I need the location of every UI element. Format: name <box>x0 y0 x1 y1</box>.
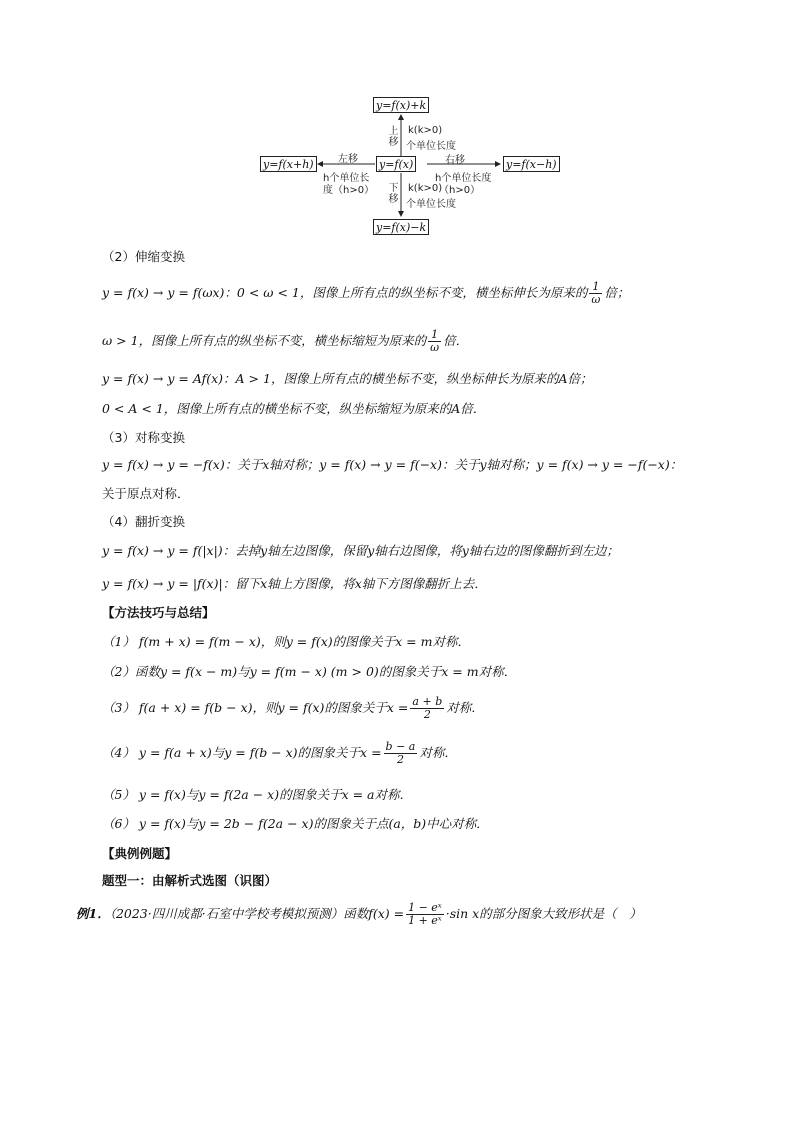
label-down-unit: 个单位长度 <box>406 199 456 210</box>
symmetry-line-2: 关于原点对称． <box>102 486 190 501</box>
method-item-1: （1） f(m + x) = f(m − x)，则y = f(x)的图像关于x = m对称． <box>102 634 470 649</box>
method-item-6: （6） y = f(x)与y = 2b − f(2a − x)的图象关于点(a，b)中心对称． <box>102 816 489 831</box>
flip-line-2: y = f(x) → y = |f(x)|：留下x轴上方图像，将x轴下方图像翻折上去． <box>102 576 487 591</box>
box-bottom: y=f(x)−k <box>373 219 429 235</box>
label-up-unit: 个单位长度 <box>406 141 456 152</box>
example-1: 例1．（2023·四川成都·石室中学校考模拟预测）函数f(x) = $\frac{\text{1 − eˣ}}{\text{1 + eˣ}}$ ·sin x的部分图象大致形状是（ ） <box>76 901 642 927</box>
fraction-one-over-omega: $\frac{1}{\omega}$ <box>591 280 601 306</box>
symmetry-line-1: y = f(x) → y = −f(x)：关于x轴对称；y = f(x) → y = f(−x)：关于y轴对称；y = f(x) → y = −f(−x)： <box>102 457 683 472</box>
method-item-2: （2）函数y = f(x − m)与y = f(m − x) (m > 0)的图象关于x = m对称． <box>102 664 517 679</box>
label-left-cond: 度（h>0） <box>323 185 375 196</box>
section-scale-title: （2）伸缩变换 <box>102 249 185 264</box>
scale-line-3: y = f(x) → y = Af(x)：A > 1，图像上所有点的横坐标不变，纵坐标伸长为原来的A倍； <box>102 371 593 386</box>
label-left-move: 左移 <box>338 154 358 165</box>
fraction-example: $\frac{\text{1 − eˣ}}{\text{1 + eˣ}}$ <box>408 901 442 927</box>
box-left: y=f(x+h) <box>260 156 317 172</box>
label-down-cond: k(k>0) <box>408 183 443 194</box>
section-symmetry-title: （3）对称变换 <box>102 430 185 445</box>
box-center: y=f(x) <box>376 156 416 172</box>
label-right-cond: （h>0） <box>439 185 481 196</box>
box-right: y=f(x−h) <box>503 156 560 172</box>
fraction-a-plus-b: $\frac{a + b}{2}$ <box>412 695 443 721</box>
type-title: 题型一：由解析式选图（识图） <box>102 873 278 888</box>
fraction-b-minus-a: $\frac{b - a}{2}$ <box>385 740 416 766</box>
scale-line-2: ω > 1，图像上所有点的纵坐标不变，横坐标缩短为原来的 $\frac{1}{\omega}$ 倍． <box>102 328 469 354</box>
example-title: 【典例例题】 <box>102 846 178 861</box>
label-left-unit: h个单位长 <box>323 173 370 184</box>
fraction-one-over-omega-2: $\frac{1}{\omega}$ <box>430 328 440 354</box>
label-right-unit: h个单位长度 <box>435 173 492 184</box>
example-label: 例1． <box>76 906 110 921</box>
method-item-5: （5） y = f(x)与y = f(2a − x)的图象关于x = a对称． <box>102 787 412 802</box>
section-flip-title: （4）翻折变换 <box>102 514 185 529</box>
translation-diagram <box>255 95 560 240</box>
label-right-move: 右移 <box>445 155 465 166</box>
scale-line-4: 0 < A < 1，图像上所有点的横坐标不变，纵坐标缩短为原来的A倍． <box>102 401 486 416</box>
method-item-4: （4） y = f(a + x)与y = f(b − x)的图象关于x = $\frac{b - a}{2}$ 对称． <box>102 740 457 766</box>
label-down-move: 下移 <box>388 183 399 205</box>
method-item-3: （3） f(a + x) = f(b − x)，则y = f(x)的图象关于x = $\frac{a + b}{2}$ 对称． <box>102 695 484 721</box>
label-up-move: 上移 <box>388 126 399 148</box>
box-top: y=f(x)+k <box>373 97 429 113</box>
method-title: 【方法技巧与总结】 <box>102 605 215 620</box>
flip-line-1: y = f(x) → y = f(|x|)：去掉y轴左边图像，保留y轴右边图像，将y轴右边的图像翻折到左边； <box>102 543 619 558</box>
scale-line-1: y = f(x) → y = f(ωx)：0 < ω < 1，图像上所有点的纵坐标不变，横坐标伸长为原来的 $\frac{1}{\omega}$ 倍； <box>102 280 630 306</box>
label-up-cond: k(k>0) <box>408 125 443 136</box>
